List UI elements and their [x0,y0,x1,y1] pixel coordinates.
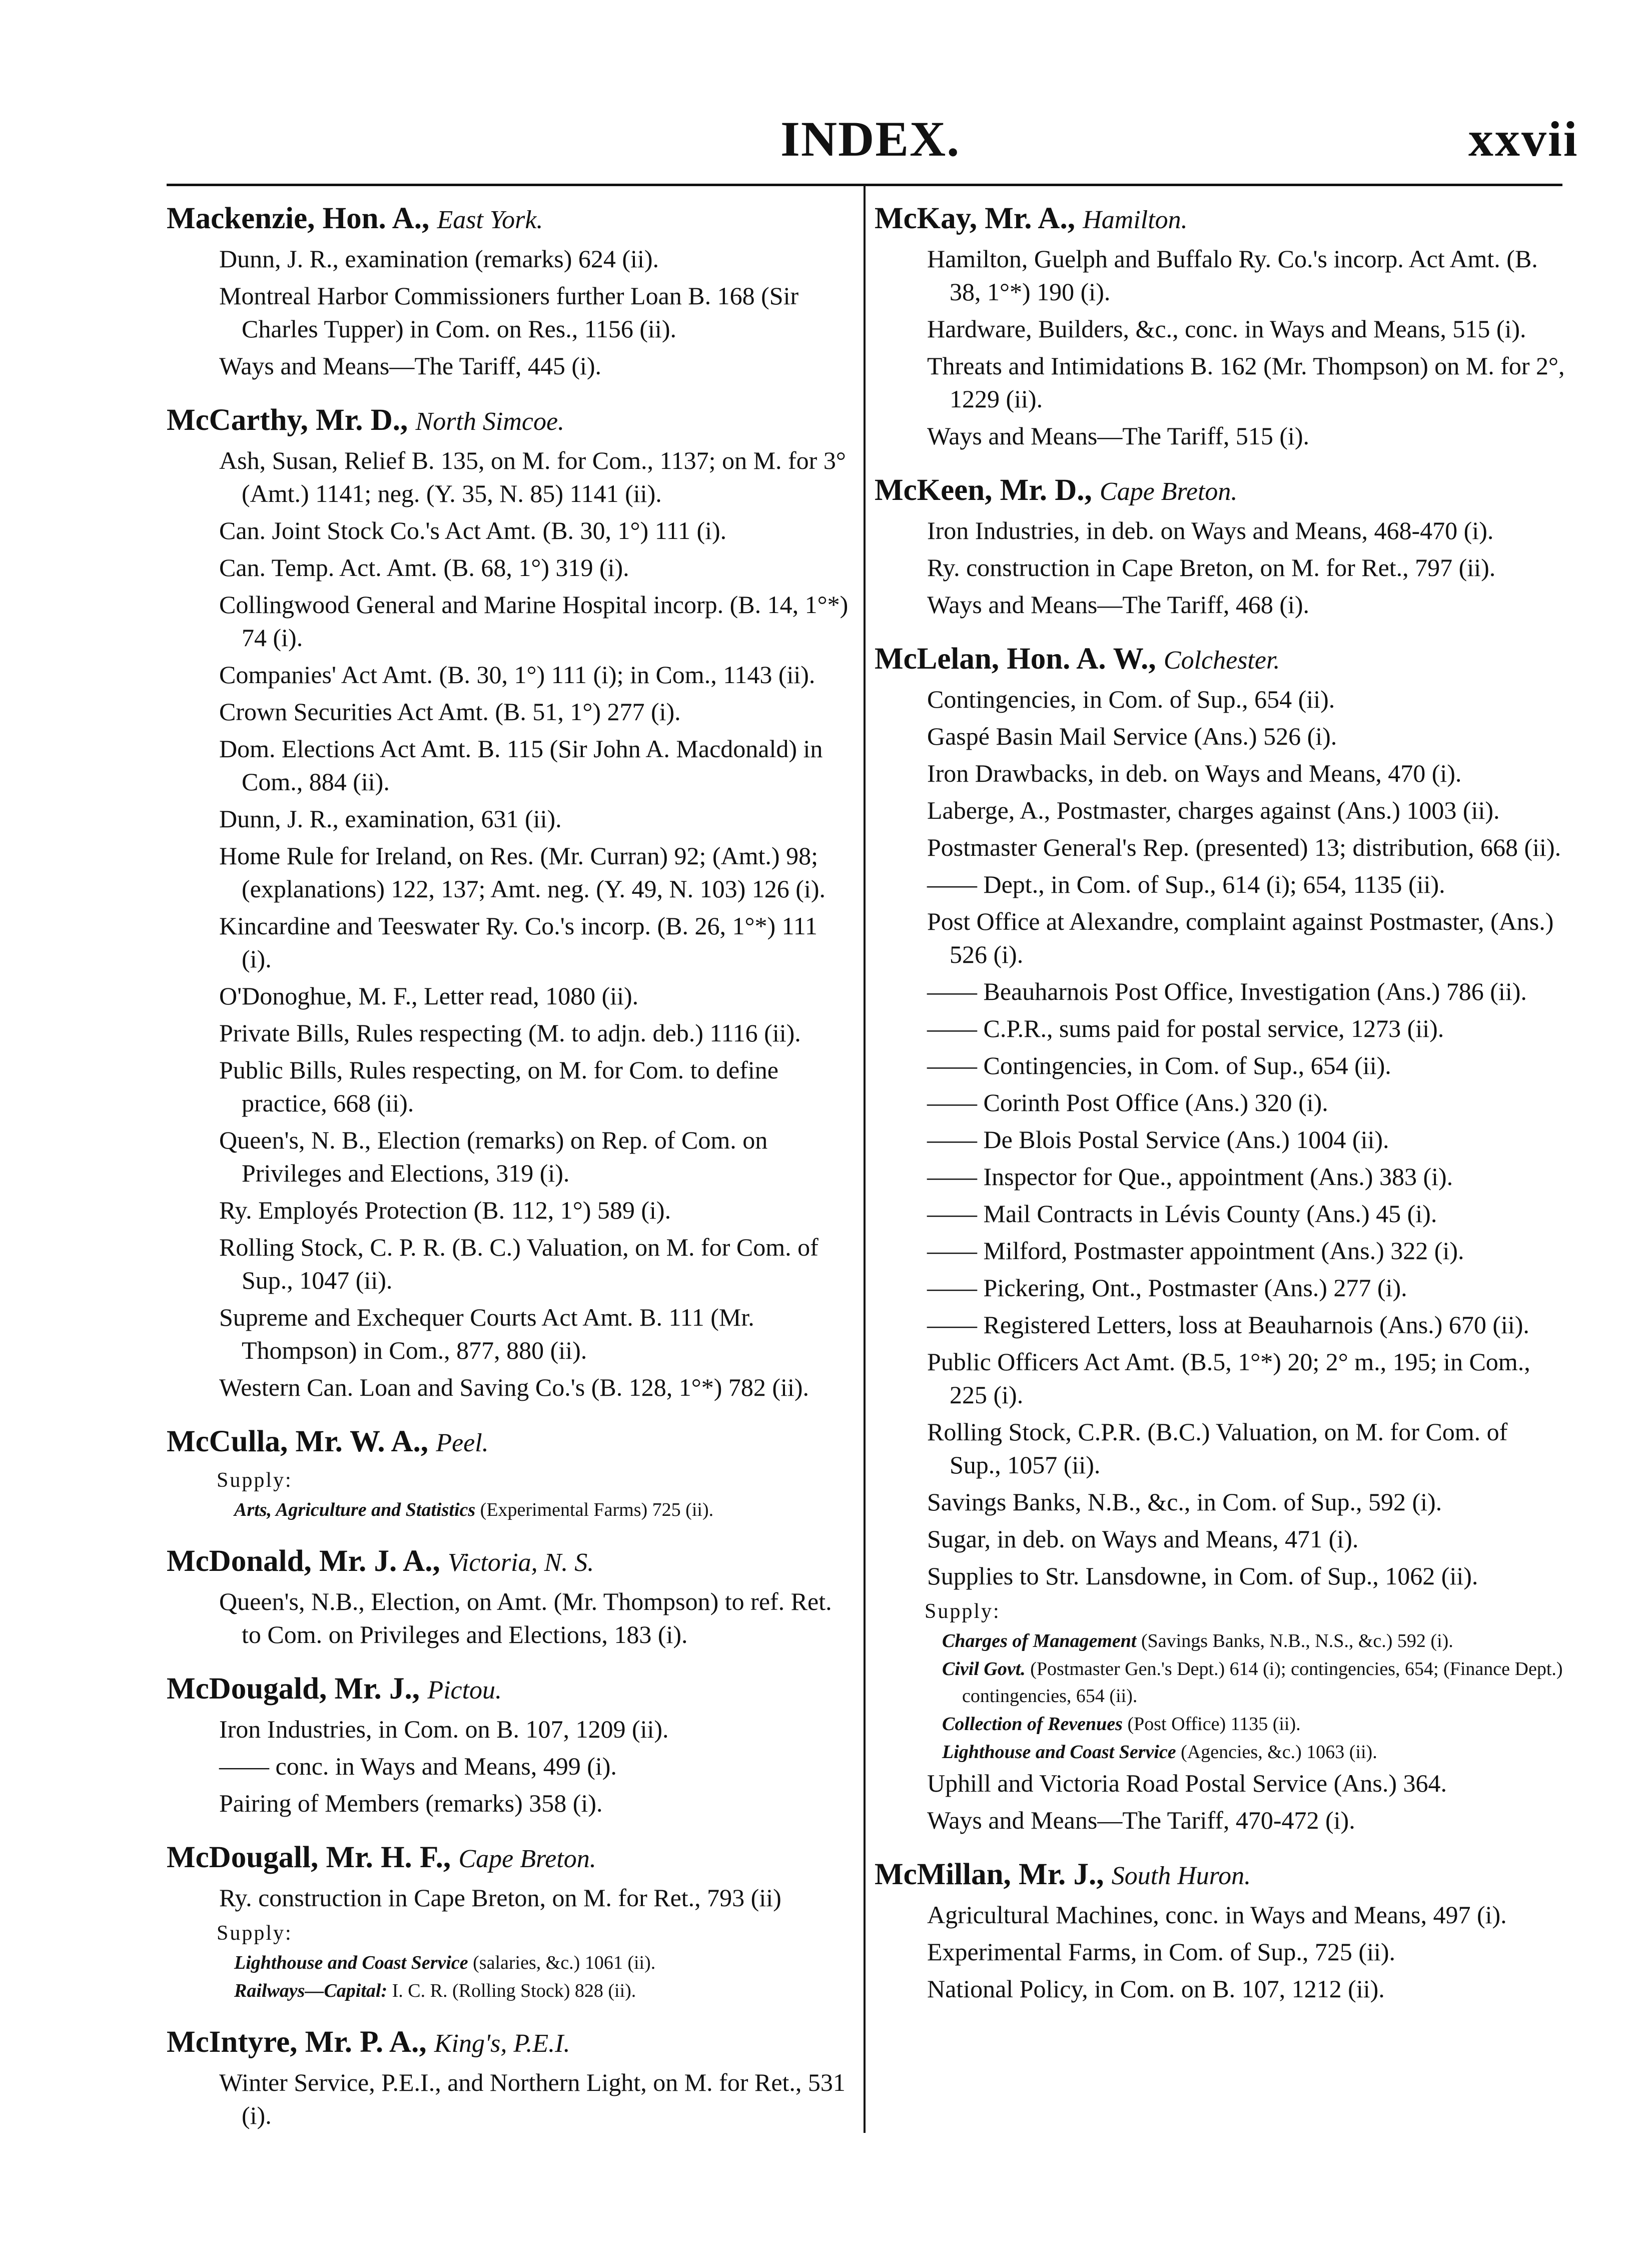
index-item: Montreal Harbor Commissioners further Loan B. 168 (Sir Charles Tupper) in Com. on Res., 1156 (ii). [219,282,799,343]
index-item: Ways and Means—The Tariff, 515 (i). [927,422,1310,450]
supply-text: (Agencies, &c.) 1063 (ii). [1181,1742,1377,1763]
member-name: McMillan, Mr. J., [875,1858,1104,1891]
page-title: INDEX. [780,111,961,167]
index-item: Agricultural Machines, conc. in Ways and Means, 497 (i). [927,1901,1507,1929]
constituency: King's, P.E.I. [434,2029,570,2058]
index-item: Queen's, N. B., Election (remarks) on Rep. of Com. on Privileges and Elections, 319 (i). [219,1126,768,1187]
index-item: —— Milford, Postmaster appointment (Ans.) 322 (i). [927,1237,1464,1265]
index-item: Experimental Farms, in Com. of Sup., 725 (ii). [927,1938,1396,1966]
index-item: —— De Blois Postal Service (Ans.) 1004 (ii). [927,1126,1389,1154]
index-item: —— Registered Letters, loss at Beauharnois (Ans.) 670 (ii). [927,1311,1529,1339]
index-item: Rolling Stock, C.P.R. (B.C.) Valuation, on M. for Com. of Sup., 1057 (ii). [927,1418,1508,1479]
supply-heading: Collection of Revenues [942,1714,1123,1735]
index-item: Pairing of Members (remarks) 358 (i). [219,1789,603,1817]
index-item: Contingencies, in Com. of Sup., 654 (ii). [927,685,1335,713]
supply-item [875,1739,1565,1766]
index-item: Ry. construction in Cape Breton, on M. for Ret., 793 (ii) [219,1884,781,1912]
member-name: McIntyre, Mr. P. A., [167,2025,427,2059]
index-item: Savings Banks, N.B., &c., in Com. of Sup., 592 (i). [927,1488,1442,1516]
member-name: McDonald, Mr. J. A., [167,1544,440,1578]
index-item: Hardware, Builders, &c., conc. in Ways and Means, 515 (i). [927,315,1526,343]
index-item: Can. Temp. Act. Amt. (B. 68, 1°) 319 (i). [219,553,629,582]
index-item: Ry. Employés Protection (B. 112, 1°) 589 (i). [219,1196,671,1224]
entry-heading [167,1540,852,1584]
entry-heading [167,1668,852,1712]
index-item: Dunn, J. R., examination, 631 (ii). [219,805,562,833]
supply-heading: Railways—Capital: [234,1980,388,2001]
index-item: Companies' Act Amt. (B. 30, 1°) 111 (i); in Com., 1143 (ii). [219,661,815,689]
supply-label: Supply: [217,1469,293,1492]
index-item: Iron Industries, in deb. on Ways and Means, 468-470 (i). [927,516,1494,544]
constituency: Hamilton. [1083,206,1188,234]
index-item: Winter Service, P.E.I., and Northern Light, on M. for Ret., 531 (i). [219,2068,846,2129]
index-item: Rolling Stock, C. P. R. (B. C.) Valuation, on M. for Com. of Sup., 1047 (ii). [219,1233,818,1294]
supply-heading: Arts, Agriculture and Statistics [234,1499,476,1520]
index-item: Laberge, A., Postmaster, charges against (Ans.) 1003 (ii). [927,796,1500,824]
member-name: McCarthy, Mr. D., [167,403,408,437]
index-item: Supreme and Exchequer Courts Act Amt. B. 111 (Mr. Thompson) in Com., 877, 880 (ii). [219,1303,754,1364]
index-item: Iron Industries, in Com. on B. 107, 1209 (ii). [219,1715,669,1743]
index-item: —— Mail Contracts in Lévis County (Ans.) 45 (i). [927,1200,1437,1228]
index-item: Sugar, in deb. on Ways and Means, 471 (i). [927,1525,1359,1553]
index-item: Private Bills, Rules respecting (M. to adjn. deb.) 1116 (ii). [219,1019,801,1047]
supply-item [167,1949,852,1976]
index-item: Threats and Intimidations B. 162 (Mr. Thompson) on M. for 2°, 1229 (ii). [927,352,1565,413]
index-item: Iron Drawbacks, in deb. on Ways and Means, 470 (i). [927,759,1462,787]
column-divider [864,186,866,2133]
member-name: McKeen, Mr. D., [875,473,1092,507]
constituency: Cape Breton. [458,1845,596,1873]
index-item: Can. Joint Stock Co.'s Act Amt. (B. 30, 1°) 111 (i). [219,516,727,544]
index-item: —— Pickering, Ont., Postmaster (Ans.) 277 (i). [927,1274,1407,1302]
constituency: East York. [437,206,543,234]
constituency: South Huron. [1111,1862,1251,1890]
constituency: Pictou. [427,1676,502,1705]
index-item: —— conc. in Ways and Means, 499 (i). [219,1752,617,1780]
page-number: xxvii [1468,111,1579,167]
index-entry [167,1668,852,1820]
index-item: Queen's, N.B., Election, on Amt. (Mr. Thompson) to ref. Ret. to Com. on Privileges and Elections, 183 (i). [219,1587,832,1648]
index-entry [875,469,1565,621]
index-item: Uphill and Victoria Road Postal Service (Ans.) 364. [927,1769,1447,1797]
right-column [875,198,1565,2022]
entry-heading [167,198,852,241]
index-entry [167,1540,852,1651]
index-item: Crown Securities Act Amt. (B. 51, 1°) 277 (i). [219,698,681,726]
member-name: McDougall, Mr. H. F., [167,1841,451,1874]
index-item: Ways and Means—The Tariff, 468 (i). [927,591,1310,619]
index-entry [167,2021,852,2132]
member-name: McKay, Mr. A., [875,202,1075,235]
entry-heading [875,198,1565,241]
supply-text: I. C. R. (Rolling Stock) 828 (ii). [392,1980,636,2001]
index-item: Gaspé Basin Mail Service (Ans.) 526 (i). [927,722,1337,750]
index-item: Public Bills, Rules respecting, on M. for Com. to define practice, 668 (ii). [219,1056,778,1117]
index-entry [167,1421,852,1523]
index-item: Ry. construction in Cape Breton, on M. for Ret., 797 (ii). [927,553,1496,582]
entry-heading [875,638,1565,682]
index-entry [167,399,852,1404]
index-item: —— Dept., in Com. of Sup., 614 (i); 654, 1135 (ii). [927,870,1445,898]
index-entry [875,638,1565,1837]
entry-heading [167,1421,852,1464]
member-name: McDougald, Mr. J., [167,1672,420,1706]
supply-heading: Civil Govt. [942,1658,1026,1679]
supply-text: (salaries, &c.) 1061 (ii). [473,1952,656,1973]
index-item: Supplies to Str. Lansdowne, in Com. of Sup., 1062 (ii). [927,1562,1478,1590]
member-name: McLelan, Hon. A. W., [875,642,1156,676]
index-entry [167,198,852,382]
constituency: Peel. [436,1429,489,1457]
supply-label: Supply: [925,1600,1001,1623]
index-item: —— Inspector for Que., appointment (Ans.) 383 (i). [927,1163,1453,1191]
entry-heading [875,1854,1565,1897]
index-item: —— C.P.R., sums paid for postal service, 1273 (ii). [927,1014,1444,1042]
supply-heading: Lighthouse and Coast Service [234,1952,468,1973]
index-item: Ways and Means—The Tariff, 445 (i). [219,352,602,380]
constituency: Colchester. [1163,646,1280,675]
index-item: Kincardine and Teeswater Ry. Co.'s incorp. (B. 26, 1°*) 111 (i). [219,912,817,973]
index-entry [875,198,1565,452]
index-entry [875,1854,1565,2005]
index-item: Collingwood General and Marine Hospital incorp. (B. 14, 1°*) 74 (i). [219,591,849,652]
supply-label: Supply: [217,1922,293,1945]
supply-item [875,1655,1565,1710]
index-item: O'Donoghue, M. F., Letter read, 1080 (ii). [219,982,639,1010]
index-item: National Policy, in Com. on B. 107, 1212 (ii). [927,1975,1385,2003]
supply-item [875,1627,1565,1654]
supply-text: (Experimental Farms) 725 (ii). [480,1499,714,1520]
index-item: Home Rule for Ireland, on Res. (Mr. Curran) 92; (Amt.) 98; (explanations) 122, 137; Amt. neg. (Y. 49, N. 103) 126 (i). [219,842,825,903]
member-name: Mackenzie, Hon. A., [167,202,430,235]
constituency: Cape Breton. [1100,477,1238,506]
supply-item [167,1977,852,2004]
entry-heading [875,469,1565,513]
supply-item [167,1496,852,1523]
member-name: McCulla, Mr. W. A., [167,1425,429,1458]
supply-heading: Charges of Management [942,1630,1137,1651]
supply-text: (Post Office) 1135 (ii). [1127,1714,1301,1735]
index-item: Public Officers Act Amt. (B.5, 1°*) 20; 2° m., 195; in Com., 225 (i). [927,1348,1530,1409]
index-item: —— Beauharnois Post Office, Investigation (Ans.) 786 (ii). [927,977,1527,1005]
supply-text: (Postmaster Gen.'s Dept.) 614 (i); contingencies, 654; (Finance Dept.) contingencies, 654 (ii). [962,1658,1563,1707]
entry-heading [167,2021,852,2065]
supply-text: (Savings Banks, N.B., N.S., &c.) 592 (i). [1141,1630,1453,1651]
index-item: —— Contingencies, in Com. of Sup., 654 (ii). [927,1051,1391,1079]
supply-heading: Lighthouse and Coast Service [942,1742,1176,1763]
index-item: Ash, Susan, Relief B. 135, on M. for Com., 1137; on M. for 3° (Amt.) 1141; neg. (Y. 35, N. 85) 1141 (ii). [219,446,846,507]
index-item: —— Corinth Post Office (Ans.) 320 (i). [927,1088,1328,1116]
constituency: Victoria, N. S. [448,1548,594,1577]
constituency: North Simcoe. [415,407,565,436]
entry-heading [167,1837,852,1880]
index-item: Ways and Means—The Tariff, 470-472 (i). [927,1806,1355,1834]
index-item: Postmaster General's Rep. (presented) 13; distribution, 668 (ii). [927,833,1561,861]
index-item: Dunn, J. R., examination (remarks) 624 (ii). [219,245,659,273]
index-item: Post Office at Alexandre, complaint against Postmaster, (Ans.) 526 (i). [927,907,1554,968]
supply-item [875,1711,1565,1738]
index-item: Hamilton, Guelph and Buffalo Ry. Co.'s incorp. Act Amt. (B. 38, 1°*) 190 (i). [927,245,1538,306]
index-entry [167,1837,852,2004]
index-item: Dom. Elections Act Amt. B. 115 (Sir John A. Macdonald) in Com., 884 (ii). [219,735,823,796]
entry-heading [167,399,852,443]
index-item: Western Can. Loan and Saving Co.'s (B. 128, 1°*) 782 (ii). [219,1373,809,1401]
left-column [167,198,852,2149]
